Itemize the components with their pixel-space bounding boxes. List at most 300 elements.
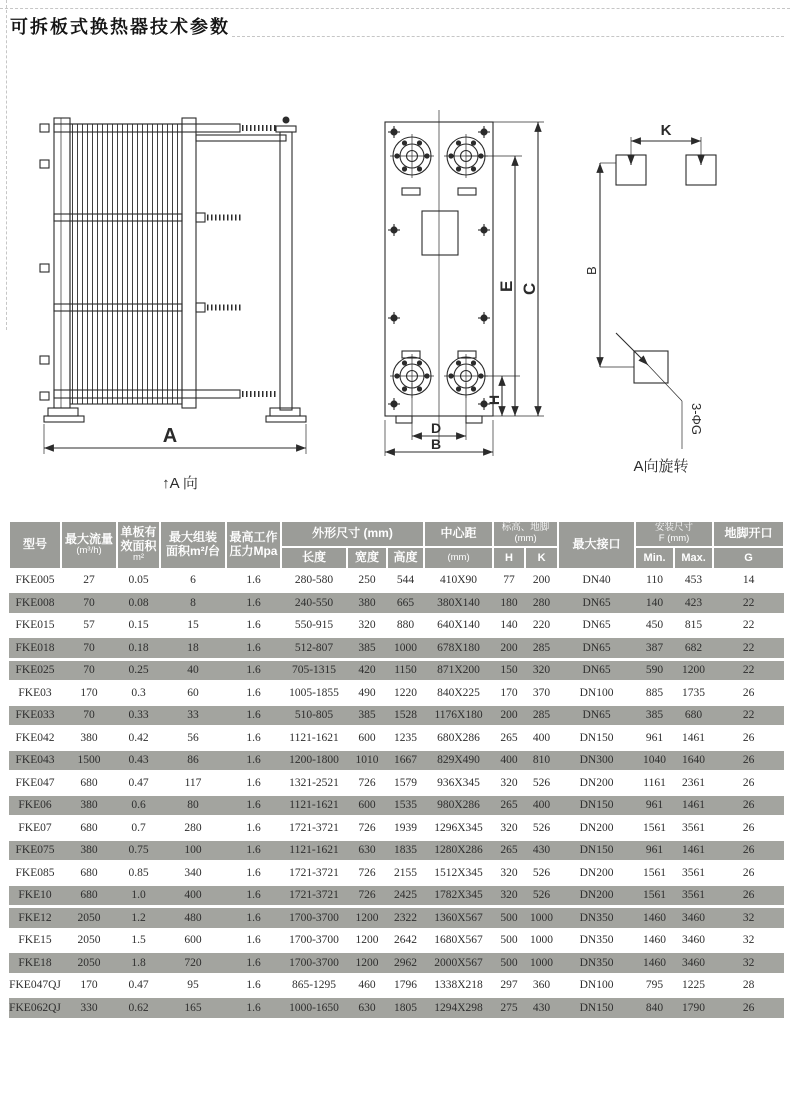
length-cell: 1721-3721: [281, 817, 347, 840]
min-cell: 885: [635, 682, 674, 705]
k-cell: 526: [525, 817, 558, 840]
length-cell: 705-1315: [281, 659, 347, 682]
k-cell: 1000: [525, 952, 558, 975]
width-cell: 1010: [347, 749, 387, 772]
width-cell: 600: [347, 794, 387, 817]
width-cell: 250: [347, 569, 387, 592]
model-cell: FKE047: [9, 772, 61, 795]
table-row: [9, 704, 784, 727]
feet: [44, 408, 306, 422]
height-cell: 1000: [387, 637, 424, 660]
min-cell: 840: [635, 997, 674, 1020]
max-port-cell: DN200: [558, 862, 635, 885]
title-guide-line: [232, 36, 784, 37]
g-cell: 22: [713, 659, 784, 682]
g-cell: 14: [713, 569, 784, 592]
g-cell: 26: [713, 727, 784, 750]
min-cell: 1460: [635, 929, 674, 952]
max-port-cell: DN200: [558, 817, 635, 840]
parameter-table: [8, 520, 785, 1021]
k-cell: 810: [525, 749, 558, 772]
assembly-area-cell: 400: [160, 884, 226, 907]
length-cell: 280-580: [281, 569, 347, 592]
max-port-cell: DN40: [558, 569, 635, 592]
g-cell: 26: [713, 884, 784, 907]
assembly-area-cell: 95: [160, 974, 226, 997]
h-cell: 265: [493, 727, 525, 750]
max-cell: 423: [674, 592, 713, 615]
col-header-foot-opening: 地脚开口: [713, 521, 784, 547]
col-header-width: 宽度: [347, 547, 387, 569]
plate-area-cell: 0.42: [117, 727, 160, 750]
model-cell: FKE075: [9, 839, 61, 862]
min-cell: 1040: [635, 749, 674, 772]
model-cell: FKE005: [9, 569, 61, 592]
max-flow-cell: 380: [61, 794, 117, 817]
assembly-area-cell: 60: [160, 682, 226, 705]
assembly-area-cell: 6: [160, 569, 226, 592]
center-distance-cell: 1782X345: [424, 884, 493, 907]
max-flow-cell: 380: [61, 839, 117, 862]
k-cell: 430: [525, 839, 558, 862]
height-cell: 2425: [387, 884, 424, 907]
pressure-cell: 1.6: [226, 592, 281, 615]
g-cell: 22: [713, 614, 784, 637]
max-cell: 1461: [674, 727, 713, 750]
model-cell: FKE15: [9, 929, 61, 952]
col-header-g: G: [713, 547, 784, 569]
max-port-cell: DN350: [558, 907, 635, 930]
k-cell: 220: [525, 614, 558, 637]
plate-area-cell: 0.18: [117, 637, 160, 660]
max-flow-cell: 2050: [61, 952, 117, 975]
width-cell: 600: [347, 727, 387, 750]
k-cell: 526: [525, 772, 558, 795]
max-port-cell: DN65: [558, 659, 635, 682]
max-flow-cell: 680: [61, 884, 117, 907]
col-header-height: 高度: [387, 547, 424, 569]
max-cell: 1461: [674, 794, 713, 817]
col-header-min: Min.: [635, 547, 674, 569]
plate-area-cell: 0.05: [117, 569, 160, 592]
side-view-caption: ↑A 向: [162, 475, 198, 492]
k-cell: 360: [525, 974, 558, 997]
max-flow-cell: 680: [61, 772, 117, 795]
movable-plate: [182, 118, 196, 408]
frame-bolts: [40, 124, 49, 400]
plate-area-cell: 0.75: [117, 839, 160, 862]
center-distance-cell: 829X490: [424, 749, 493, 772]
center-distance-cell: 2000X567: [424, 952, 493, 975]
length-cell: 1000-1650: [281, 997, 347, 1020]
min-cell: 140: [635, 592, 674, 615]
max-cell: 815: [674, 614, 713, 637]
assembly-area-cell: 56: [160, 727, 226, 750]
center-distance-cell: 1296X345: [424, 817, 493, 840]
center-distance-cell: 678X180: [424, 637, 493, 660]
table-row: [9, 592, 784, 615]
plate-area-cell: 0.08: [117, 592, 160, 615]
k-cell: 430: [525, 997, 558, 1020]
length-cell: 550-915: [281, 614, 347, 637]
max-flow-cell: 170: [61, 974, 117, 997]
min-cell: 961: [635, 839, 674, 862]
min-cell: 110: [635, 569, 674, 592]
max-cell: 682: [674, 637, 713, 660]
model-cell: FKE033: [9, 704, 61, 727]
assembly-area-cell: 18: [160, 637, 226, 660]
h-cell: 320: [493, 862, 525, 885]
max-port-cell: DN200: [558, 772, 635, 795]
min-cell: 1161: [635, 772, 674, 795]
g-cell: 32: [713, 929, 784, 952]
min-cell: 795: [635, 974, 674, 997]
plate-area-cell: 0.3: [117, 682, 160, 705]
assembly-area-cell: 165: [160, 997, 226, 1020]
dim-label-a: A: [162, 425, 178, 447]
width-cell: 630: [347, 997, 387, 1020]
model-cell: FKE06: [9, 794, 61, 817]
max-port-cell: DN65: [558, 614, 635, 637]
max-flow-cell: 2050: [61, 929, 117, 952]
pressure-cell: 1.6: [226, 682, 281, 705]
h-cell: 265: [493, 839, 525, 862]
plate-area-cell: 0.47: [117, 974, 160, 997]
width-cell: 380: [347, 592, 387, 615]
min-cell: 1460: [635, 952, 674, 975]
h-cell: 180: [493, 592, 525, 615]
k-cell: 285: [525, 704, 558, 727]
assembly-area-cell: 8: [160, 592, 226, 615]
pressure-cell: 1.6: [226, 907, 281, 930]
table-row: [9, 907, 784, 930]
model-cell: FKE18: [9, 952, 61, 975]
col-header-pressure: 最高工作 压力Mpa: [226, 521, 281, 569]
col-header-center-unit: (mm): [424, 547, 493, 569]
k-cell: 526: [525, 862, 558, 885]
height-cell: 1150: [387, 659, 424, 682]
plate-area-cell: 0.47: [117, 772, 160, 795]
center-distance-cell: 380X140: [424, 592, 493, 615]
pressure-cell: 1.6: [226, 614, 281, 637]
col-group-dimensions: 外形尺寸 (mm): [281, 521, 424, 547]
table-row: [9, 772, 784, 795]
plate-area-cell: 0.33: [117, 704, 160, 727]
height-cell: 1235: [387, 727, 424, 750]
dim-label-e: E: [497, 280, 516, 292]
assembly-area-cell: 80: [160, 794, 226, 817]
k-cell: 526: [525, 884, 558, 907]
max-cell: 3460: [674, 907, 713, 930]
center-distance-cell: 1338X218: [424, 974, 493, 997]
g-cell: 26: [713, 794, 784, 817]
h-cell: 265: [493, 794, 525, 817]
g-cell: 32: [713, 907, 784, 930]
assembly-area-cell: 117: [160, 772, 226, 795]
width-cell: 420: [347, 659, 387, 682]
support-column: [280, 132, 292, 410]
table-row: [9, 637, 784, 660]
table-row: [9, 749, 784, 772]
center-distance-cell: 1176X180: [424, 704, 493, 727]
center-distance-cell: 1512X345: [424, 862, 493, 885]
model-cell: FKE025: [9, 659, 61, 682]
model-cell: FKE07: [9, 817, 61, 840]
height-cell: 544: [387, 569, 424, 592]
model-cell: FKE085: [9, 862, 61, 885]
length-cell: 1700-3700: [281, 952, 347, 975]
length-cell: 1721-3721: [281, 884, 347, 907]
figure-front-view: [372, 108, 584, 460]
col-group-elevation-feet: 标高、地脚 (mm): [493, 521, 558, 547]
length-cell: 1321-2521: [281, 772, 347, 795]
height-cell: 880: [387, 614, 424, 637]
max-cell: 1461: [674, 839, 713, 862]
width-cell: 490: [347, 682, 387, 705]
pressure-cell: 1.6: [226, 817, 281, 840]
g-cell: 26: [713, 997, 784, 1020]
k-cell: 1000: [525, 929, 558, 952]
width-cell: 726: [347, 884, 387, 907]
pressure-cell: 1.6: [226, 929, 281, 952]
g-cell: 22: [713, 704, 784, 727]
plate-area-cell: 1.0: [117, 884, 160, 907]
min-cell: 1561: [635, 862, 674, 885]
min-cell: 961: [635, 727, 674, 750]
plate-area-cell: 0.43: [117, 749, 160, 772]
max-flow-cell: 57: [61, 614, 117, 637]
height-cell: 2155: [387, 862, 424, 885]
max-flow-cell: 680: [61, 862, 117, 885]
table-row: [9, 794, 784, 817]
g-cell: 22: [713, 637, 784, 660]
max-flow-cell: 680: [61, 817, 117, 840]
center-distance-cell: 1280X286: [424, 839, 493, 862]
max-port-cell: DN200: [558, 884, 635, 907]
pressure-cell: 1.6: [226, 997, 281, 1020]
dim-label-d: D: [430, 420, 442, 436]
center-distance-cell: 640X140: [424, 614, 493, 637]
table-row: [9, 614, 784, 637]
h-cell: 170: [493, 682, 525, 705]
max-cell: 3561: [674, 884, 713, 907]
pressure-cell: 1.6: [226, 772, 281, 795]
dim-label-b: B: [430, 436, 442, 452]
length-cell: 512-807: [281, 637, 347, 660]
h-cell: 140: [493, 614, 525, 637]
height-cell: 2642: [387, 929, 424, 952]
length-cell: 1700-3700: [281, 929, 347, 952]
max-cell: 1225: [674, 974, 713, 997]
k-cell: 200: [525, 569, 558, 592]
min-cell: 450: [635, 614, 674, 637]
h-cell: 500: [493, 907, 525, 930]
h-cell: 500: [493, 929, 525, 952]
col-group-install-size: 安装尺寸 F (mm): [635, 521, 713, 547]
dim-label-c: C: [520, 282, 539, 295]
min-cell: 1561: [635, 884, 674, 907]
max-cell: 1200: [674, 659, 713, 682]
height-cell: 665: [387, 592, 424, 615]
col-header-k: K: [525, 547, 558, 569]
max-flow-cell: 2050: [61, 907, 117, 930]
pressure-cell: 1.6: [226, 862, 281, 885]
model-cell: FKE047QJ: [9, 974, 61, 997]
max-cell: 3460: [674, 929, 713, 952]
center-distance-cell: 980X286: [424, 794, 493, 817]
h-cell: 200: [493, 704, 525, 727]
dim-label-k: K: [660, 122, 672, 139]
nameplate: [422, 211, 458, 255]
max-port-cell: DN65: [558, 704, 635, 727]
table-row: [9, 929, 784, 952]
length-cell: 1121-1621: [281, 727, 347, 750]
assembly-area-cell: 40: [160, 659, 226, 682]
max-flow-cell: 170: [61, 682, 117, 705]
width-cell: 320: [347, 614, 387, 637]
assembly-area-cell: 15: [160, 614, 226, 637]
plate-area-cell: 1.5: [117, 929, 160, 952]
width-cell: 1200: [347, 907, 387, 930]
min-cell: 1561: [635, 817, 674, 840]
center-distance-cell: 1360X567: [424, 907, 493, 930]
max-port-cell: DN350: [558, 929, 635, 952]
table-row: [9, 884, 784, 907]
assembly-area-cell: 100: [160, 839, 226, 862]
h-cell: 297: [493, 974, 525, 997]
center-distance-cell: 840X225: [424, 682, 493, 705]
max-flow-cell: 1500: [61, 749, 117, 772]
h-cell: 77: [493, 569, 525, 592]
pressure-cell: 1.6: [226, 727, 281, 750]
max-cell: 453: [674, 569, 713, 592]
height-cell: 2322: [387, 907, 424, 930]
dim-label-b2: B: [584, 266, 599, 275]
min-cell: 590: [635, 659, 674, 682]
max-port-cell: DN300: [558, 749, 635, 772]
col-header-length: 长度: [281, 547, 347, 569]
k-cell: 400: [525, 727, 558, 750]
model-cell: FKE015: [9, 614, 61, 637]
h-cell: 320: [493, 884, 525, 907]
pressure-cell: 1.6: [226, 704, 281, 727]
h-cell: 320: [493, 817, 525, 840]
length-cell: 240-550: [281, 592, 347, 615]
left-guide-line: [6, 0, 7, 330]
hole-callout: 3-ΦG: [689, 403, 704, 436]
assembly-area-cell: 340: [160, 862, 226, 885]
h-cell: 400: [493, 749, 525, 772]
height-cell: 1939: [387, 817, 424, 840]
h-cell: 150: [493, 659, 525, 682]
g-cell: 26: [713, 862, 784, 885]
width-cell: 1200: [347, 952, 387, 975]
model-cell: FKE12: [9, 907, 61, 930]
max-port-cell: DN350: [558, 952, 635, 975]
max-port-cell: DN100: [558, 682, 635, 705]
k-cell: 400: [525, 794, 558, 817]
min-cell: 1460: [635, 907, 674, 930]
anchor-view-caption: A向旋转: [633, 458, 689, 475]
max-flow-cell: 27: [61, 569, 117, 592]
h-cell: 275: [493, 997, 525, 1020]
table-body: [9, 569, 784, 1019]
model-cell: FKE03: [9, 682, 61, 705]
h-cell: 320: [493, 772, 525, 795]
height-cell: 1528: [387, 704, 424, 727]
length-cell: 1121-1621: [281, 794, 347, 817]
center-distance-cell: 410X90: [424, 569, 493, 592]
pressure-cell: 1.6: [226, 569, 281, 592]
height-cell: 1835: [387, 839, 424, 862]
max-flow-cell: 70: [61, 704, 117, 727]
plate-area-cell: 0.15: [117, 614, 160, 637]
pressure-cell: 1.6: [226, 884, 281, 907]
assembly-area-cell: 280: [160, 817, 226, 840]
col-header-h: H: [493, 547, 525, 569]
width-cell: 630: [347, 839, 387, 862]
pressure-cell: 1.6: [226, 749, 281, 772]
plate-area-cell: 1.2: [117, 907, 160, 930]
width-cell: 385: [347, 704, 387, 727]
plate-area-cell: 0.7: [117, 817, 160, 840]
max-cell: 1735: [674, 682, 713, 705]
plate-area-cell: 0.85: [117, 862, 160, 885]
col-header-assembly-area: 最大组装 面积m²/台: [160, 521, 226, 569]
g-cell: 26: [713, 839, 784, 862]
table-row: [9, 997, 784, 1020]
dim-label-h: H: [486, 394, 502, 405]
plate-area-cell: 0.25: [117, 659, 160, 682]
col-header-model: 型号: [9, 521, 61, 569]
height-cell: 1796: [387, 974, 424, 997]
height-cell: 1667: [387, 749, 424, 772]
k-cell: 1000: [525, 907, 558, 930]
assembly-area-cell: 720: [160, 952, 226, 975]
table-row: [9, 682, 784, 705]
max-port-cell: DN100: [558, 974, 635, 997]
g-cell: 26: [713, 682, 784, 705]
pressure-cell: 1.6: [226, 952, 281, 975]
max-port-cell: DN150: [558, 839, 635, 862]
max-port-cell: DN65: [558, 637, 635, 660]
assembly-area-cell: 33: [160, 704, 226, 727]
plate-area-cell: 1.8: [117, 952, 160, 975]
min-cell: 385: [635, 704, 674, 727]
top-guide-line: [0, 8, 790, 9]
figure-anchor-view: [578, 105, 790, 483]
page-title: 可拆板式换热器技术参数: [10, 17, 230, 37]
max-cell: 3561: [674, 862, 713, 885]
max-flow-cell: 330: [61, 997, 117, 1020]
assembly-area-cell: 600: [160, 929, 226, 952]
k-cell: 285: [525, 637, 558, 660]
max-port-cell: DN150: [558, 997, 635, 1020]
min-cell: 961: [635, 794, 674, 817]
model-cell: FKE008: [9, 592, 61, 615]
height-cell: 1535: [387, 794, 424, 817]
length-cell: 1005-1855: [281, 682, 347, 705]
model-cell: FKE018: [9, 637, 61, 660]
h-cell: 200: [493, 637, 525, 660]
width-cell: 726: [347, 772, 387, 795]
g-cell: 26: [713, 749, 784, 772]
h-cell: 500: [493, 952, 525, 975]
table-row: [9, 727, 784, 750]
plate-area-cell: 0.62: [117, 997, 160, 1020]
pressure-cell: 1.6: [226, 974, 281, 997]
g-cell: 28: [713, 974, 784, 997]
